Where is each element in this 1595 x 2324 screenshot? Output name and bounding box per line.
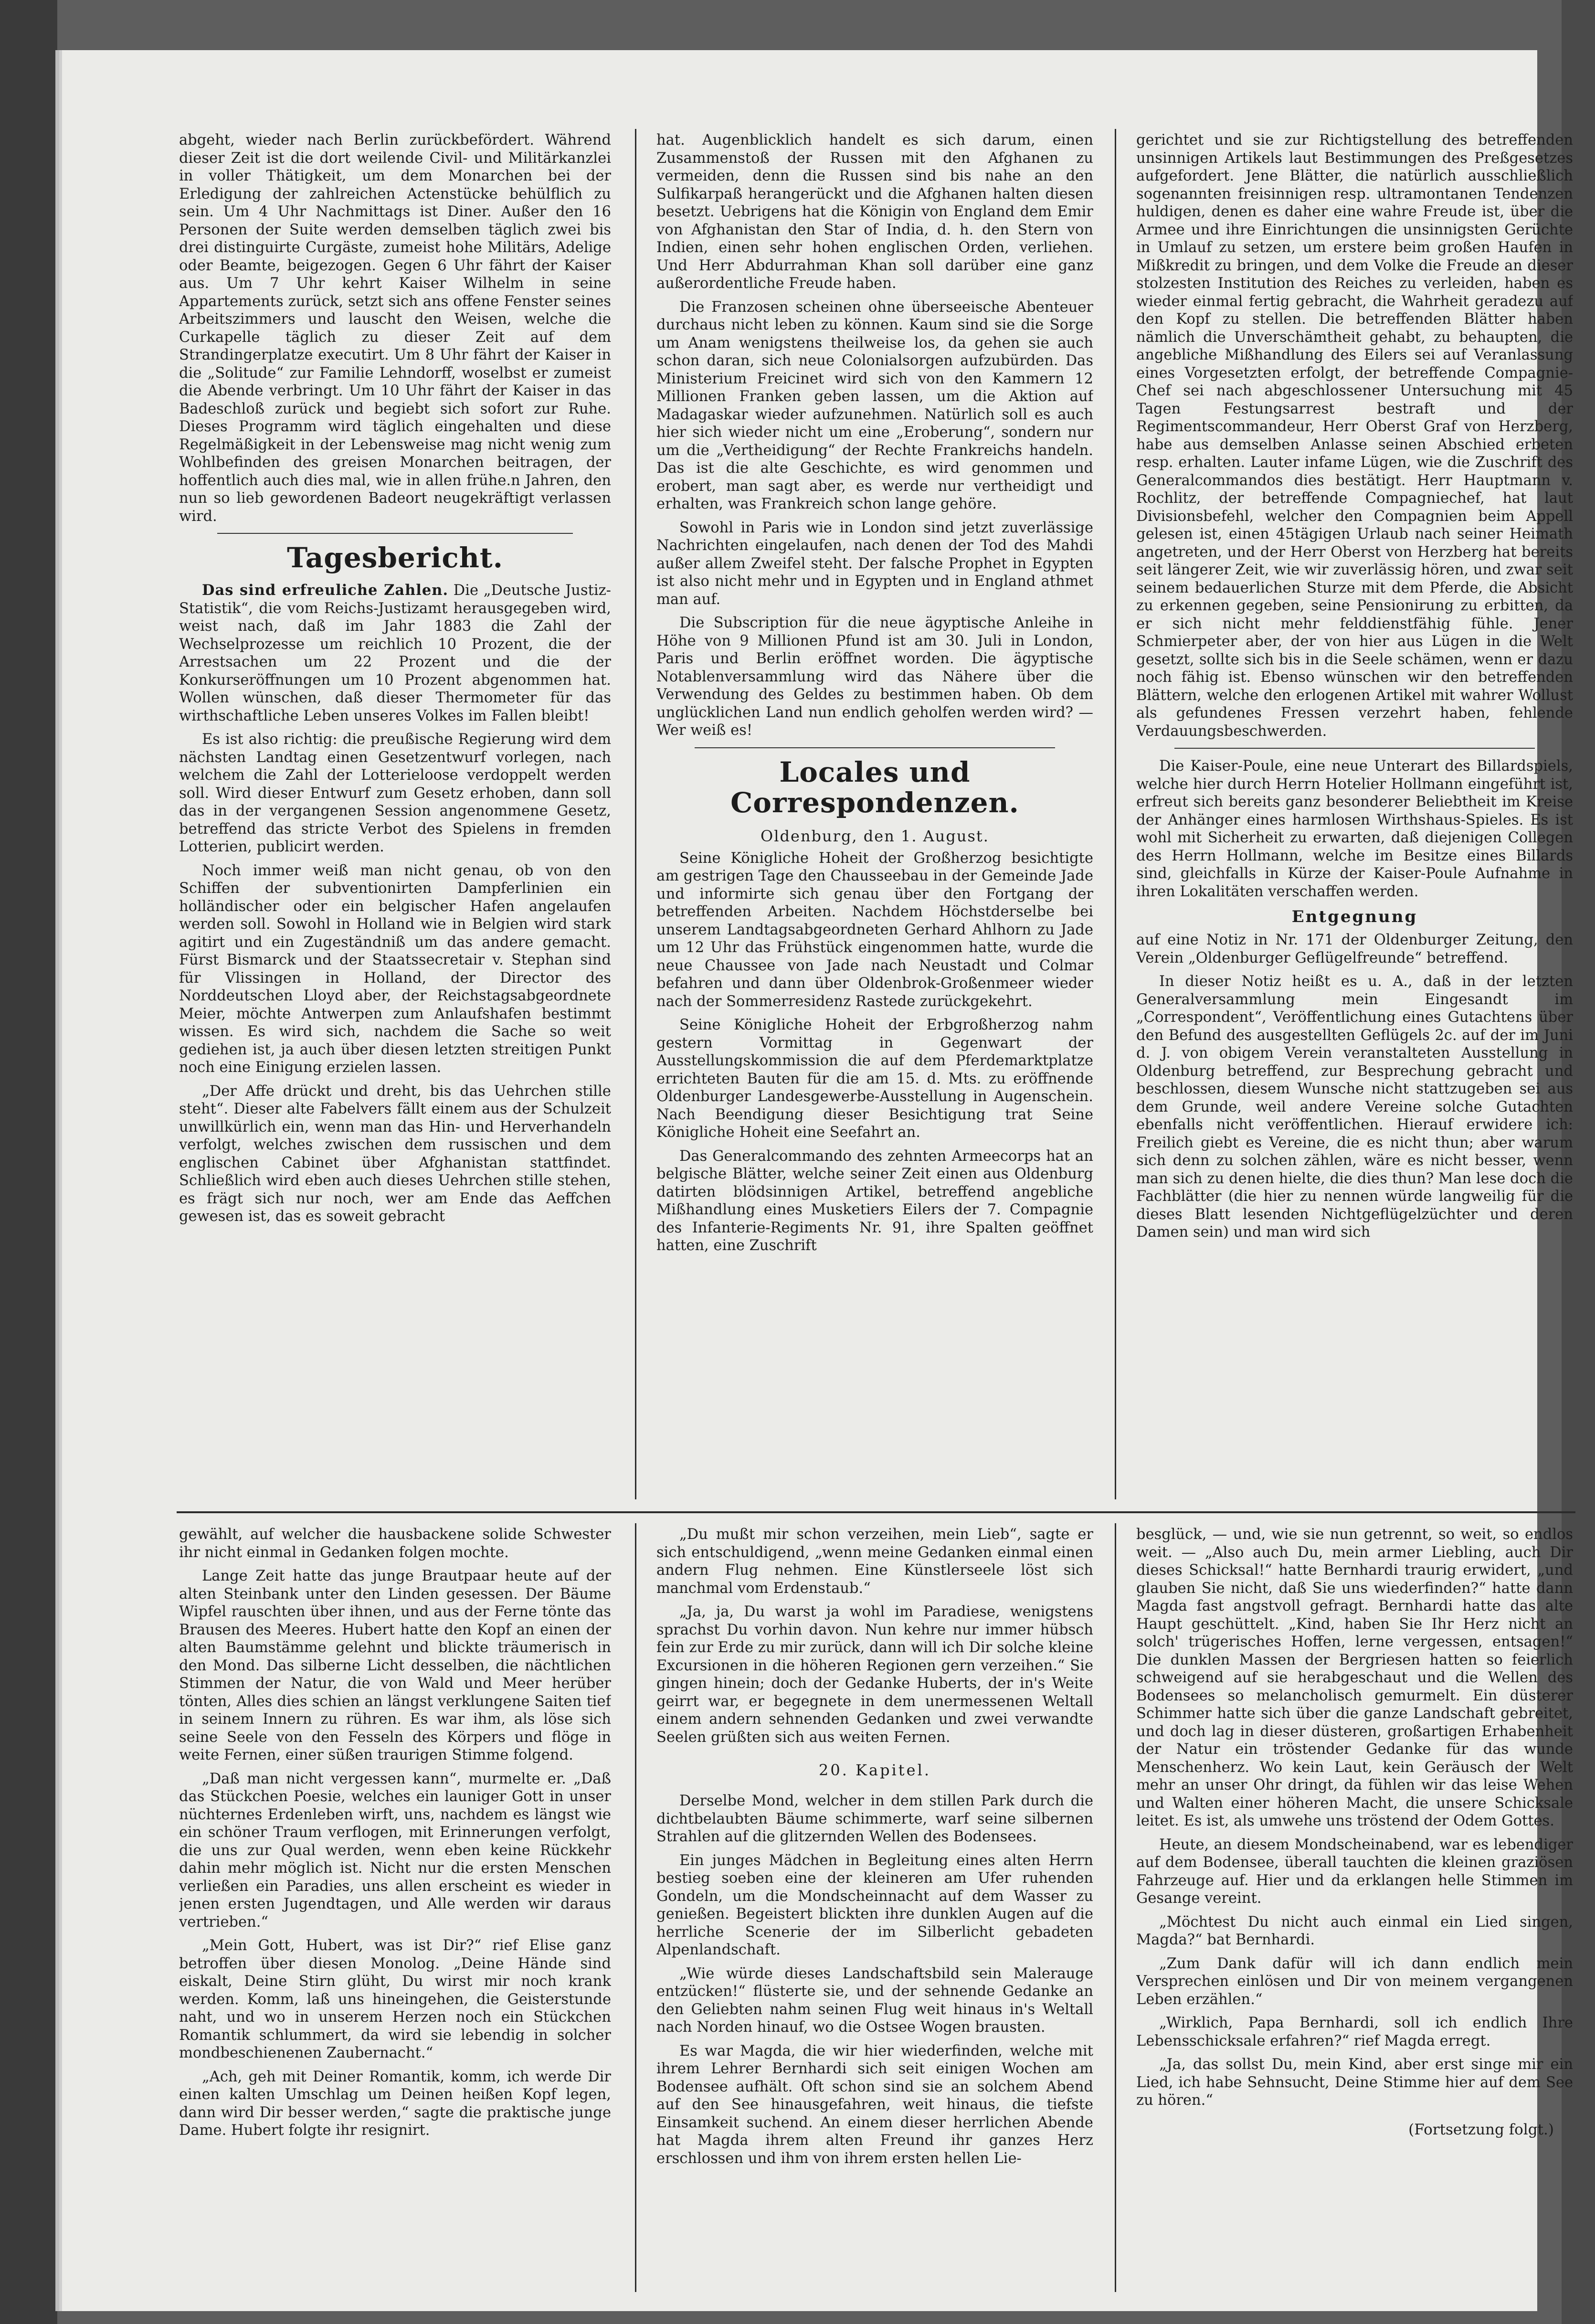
article-lead: Das sind erfreuliche Zahlen.	[202, 582, 449, 599]
novel-text: „Daß man nicht vergessen kann“, murmelte er. „Daß das Stückchen Poesie, welches ein launiger Gott in unser nüchternes Erdenleben wirft, uns, nachdem es längst wie ein schöner Traum verflogen, mit Erinnerungen verfolgt, die uns zur Qual werden, wenn eben keine Rückkehr dahin mehr möglich ist. Nicht nur die ersten Menschen verließen ein Paradies, uns allen erscheint es wieder in jenen ersten Jugendtagen, und Alle werden wir daraus vertrieben.“	[179, 1770, 611, 1931]
novel-text: Derselbe Mond, welcher in dem stillen Park durch die dichtbelaubten Bäume schimmerte, warf seine silbernen Strahlen auf die glitzernden Wellen des Bodensees.	[656, 1793, 1093, 1845]
newspaper-page	[62, 50, 1573, 2311]
top-column-2	[656, 131, 1093, 1507]
novel-text: „Ja, das sollst Du, mein Kind, aber erst singe mir ein Lied, ich habe Sehnsucht, Deine Stimme hier auf dem See zu hören.“	[1136, 2056, 1573, 2109]
novel-text: gewählt, auf welcher die hausbackene solide Schwester ihr nicht einmal in Gedanken folgen mochte.	[179, 1526, 611, 1561]
article-text: In dieser Notiz heißt es u. A., daß in der letzten Generalversammlung mein Eingesandt im „Correspondent“, Veröffentlichung eines Gutachtens über den Befund des ausgestellten Geflügels 2c. auf der im Juni d. J. von obigem Verein veranstalteten Ausstellung in Oldenburg betreffend, zur Besprechung gebracht und beschlossen, diesem Wunsche nicht stattzugeben sei aus dem Grunde, weil andere Vereine solche Gutachten ebenfalls nicht veröffentlichen. Hierauf erwidere ich: Freilich giebt es Vereine, die es nicht thun; aber warum sich denn zu solchen zählen, wäre es nicht besser, wenn man sich zu denen hielte, die dies thun? Man lese doch die Fachblätter (die hier zu nennen würde langweilig für die dieses Blatt lesenden Nichtgeflügelzüchter und deren Damen sein) und man wird sich	[1136, 973, 1573, 1241]
article-text: „Der Affe drückt und dreht, bis das Uehrchen stille steht“. Dieser alte Fabelvers fällt einem aus der Schulzeit unwillkürlich ein, wenn man das Hin- und Herverhandeln verfolgt, welches zwischen dem russischen und dem englischen Cabinet über Afghanistan stattfindet. Schließlich wird eben auch dieses Uehrchen stille stehen, es frägt sich nur noch, wer am Ende das Aeffchen gewesen ist, das es soweit gebracht	[179, 1082, 611, 1225]
section-heading: Tagesbericht.	[287, 541, 503, 574]
feuilleton-rule	[177, 1511, 1575, 1513]
article-text: auf eine Notiz in Nr. 171 der Oldenburger Zeitung, den Verein „Oldenburger Geflügelfreunde“ betreffend.	[1136, 932, 1573, 966]
novel-text: besglück, — und, wie sie nun getrennt, so weit, so endlos weit. — „Also auch Du, mein armer Liebling, auch Dir dieses Schicksal!“ hatte Bernhardi traurig erwidert, „und glauben Sie nicht, daß Sie uns wiederfinden?“ hatte dann Magda fast angstvoll gefragt. Bernhardi hatte das alte Haupt geschüttelt. „Kind, haben Sie Ihr Herz nicht an solch' trügerisches Hoffen, lerne vergessen, entsagen!“ Die dunklen Massen der Bergriesen hatten so feierlich schweigend auf sie herabgeschaut und die Wellen des Bodensees so melancholisch gemurmelt. Ein düsterer Schimmer hatte sich über die ganze Landschaft gebreitet, und doch lag in dieser düsteren, großartigen Erhabenheit der Natur ein tröstender Gedanke für das wunde Menschenherz. Wo kein Laut, kein Geräusch der Welt mehr an unser Ohr dringt, da fühlen wir das leise Wehen und Walten einer höheren Macht, die unsere Schicksale leitet. Es ist, als umwehe uns tröstend der Odem Gottes.	[1136, 1526, 1573, 1829]
article-text: abgeht, wieder nach Berlin zurückbefördert. Während dieser Zeit ist die dort weilende Civil- und Militärkanzlei in voller Thätigkeit, um dem Monarchen bei der Erledigung der zahlreichen Actenstücke behülflich zu sein. Um 4 Uhr Nachmittags ist Diner. Außer den 16 Personen der Suite werden demselben täglich zwei bis drei distinguirte Curgäste, zumeist hohe Militärs, Adelige oder Beamte, beigezogen. Gegen 6 Uhr fährt der Kaiser aus. Um 7 Uhr kehrt Kaiser Wilhelm in seine Appartements zurück, setzt sich ans offene Fenster seines Arbeitszimmers und lauscht den Weisen, welche die Curkapelle täglich zu dieser Zeit auf dem Strandingerplatze executirt. Um 8 Uhr fährt der Kaiser in die „Solitude“ zur Familie Lehndorff, woselbst er zumeist die Abende verbringt. Um 10 Uhr fährt der Kaiser in das Badeschloß zurück und begiebt sich sofort zur Ruhe. Dieses Programm wird täglich eingehalten und diese Regelmäßigkeit in der Lebensweise mag nicht wenig zum Wohlbefinden des greisen Monarchen beitragen, der hoffentlich auch dies mal, wie in allen frühe.n Jahren, den nun so lieb gewordenen Badeort neugekräftigt verlassen wird.	[179, 132, 611, 525]
novel-text: Lange Zeit hatte das junge Brautpaar heute auf der alten Steinbank unter den Linden gesessen. Der Bäume Wipfel rauschten über ihnen, und aus der Ferne tönte das Brausen des Meeres. Hubert hatte den Kopf an einen der alten Baumstämme gelehnt und blickte träumerisch in den Mond. Das silberne Licht desselben, die nächtlichen Stimmen der Natur, die von Wald und Meer herüber tönten, Alles dies schien an längst verklungene Saiten tief in seinem Innern zu rühren. Es war ihm, als löse sich seine Seele von den Fesseln des Körpers und flöge in weite Fernen, einer süßen traurigen Stimme folgend.	[179, 1568, 611, 1763]
novel-text: „Mein Gott, Hubert, was ist Dir?“ rief Elise ganz betroffen über diesen Monolog. „Deine Hände sind eiskalt, Deine Stirn glüht, Du wirst mir noch krank werden. Komm, laß uns hineingehen, die Geisterstunde naht, und wo in unserem Herzen noch ein Stückchen Romantik schlummert, da wird sie lebendig in solcher mondbeschienenen Zaubernacht.“	[179, 1937, 611, 2061]
top-column-1	[179, 131, 611, 1507]
bottom-column-1	[179, 1526, 611, 2299]
novel-text: „Ach, geh mit Deiner Romantik, komm, ich werde Dir einen kalten Umschlag um Deinen heißen Kopf legen, dann wird Dir besser werden,“ sagte die praktische junge Dame. Hubert folgte ihr resignirt.	[179, 2068, 611, 2139]
article-heading: Entgegnung	[1291, 907, 1418, 926]
column-rule	[1115, 129, 1116, 1499]
continuation-note: (Fortsetzung folgt.)	[1408, 2121, 1554, 2138]
chapter-heading: 20. Kapitel.	[819, 1761, 931, 1779]
novel-text: „Du mußt mir schon verzeihen, mein Lieb“, sagte er sich entschuldigend, „wenn meine Gedanken einmal einen andern Flug nehmen. Eine Künstlerseele löst sich manchmal vom Erdenstaub.“	[656, 1526, 1093, 1597]
bottom-column-3	[1136, 1526, 1573, 2299]
article-text: Es ist also richtig: die preußische Regierung wird dem nächsten Landtag einen Gesetzentwurf vorlegen, nach welchem die Zahl der Lotterieloose verdoppelt werden soll. Wird dieser Entwurf zum Gesetz erhoben, dann soll das in der vergangenen Session angenommene Gesetz, betreffend das stricte Verbot des Spielens in fremden Lotterien, publicirt werden.	[179, 731, 611, 855]
scan-edge-left	[0, 0, 57, 2324]
top-column-3	[1136, 131, 1573, 1507]
novel-text: Heute, an diesem Mondscheinabend, war es lebendiger auf dem Bodensee, überall tauchten die kleinen graziösen Fahrzeuge auf. Hier und da erklangen helle Stimmen im Gesange vereint.	[1136, 1836, 1573, 1907]
article-text: Das Generalcommando des zehnten Armeecorps hat an belgische Blätter, welche seiner Zeit einen aus Oldenburg datirten blödsinnigen Artikel, betreffend angebliche Mißhandlung eines Musketiers Eilers der 7. Compagnie des Infanterie-Regiments Nr. 91, ihre Spalten geöffnet hatten, eine Zuschrift	[656, 1147, 1093, 1254]
article-text: Die Subscription für die neue ägyptische Anleihe in Höhe von 9 Millionen Pfund ist am 30. Juli in London, Paris und Berlin eröffnet worden. Die ägyptische Notablenversammlung wird das Nähere über die Verwendung des Geldes zu bestimmen haben. Ob dem unglücklichen Land nun endlich geholfen werden wird? — Wer weiß es!	[656, 615, 1093, 739]
article-text: hat. Augenblicklich handelt es sich darum, einen Zusammenstoß der Russen mit den Afghanen zu vermeiden, denn die Russen sind bis nahe an den Sulfikarpaß herangerückt und die Afghanen halten diesen besetzt. Uebrigens hat die Königin von England dem Emir von Afghanistan den Star of India, d. h. den Stern von Indien, einen sehr hohen englischen Orden, verliehen. Und Herr Abdurrahman Khan soll darüber eine ganz außerordentliche Freude haben.	[656, 132, 1093, 292]
article-text: Die Franzosen scheinen ohne überseeische Abenteuer durchaus nicht leben zu können. Kaum sind sie die Sorge um Anam wenigstens theilweise los, da gehen sie auch schon daran, sich neue Colonialsorgen aufzubürden. Das Ministerium Freicinet wird sich von den Kammern 12 Millionen Franken geben lassen, um die Aktion auf Madagaskar wieder aufzunehmen. Natürlich soll es auch hier sich wieder nicht um eine „Eroberung“, sondern nur um die „Vertheidigung“ der Rechte Frankreichs handeln. Das ist die alte Geschichte, es wird genommen und erobert, man sagt aber, es werde nur vertheidigt und erhalten, was Frankreich schon lange gehöre.	[656, 298, 1093, 512]
article-text: Sowohl in Paris wie in London sind jetzt zuverlässige Nachrichten eingelaufen, nach denen der Tod des Mahdi außer allem Zweifel steht. Der falsche Prophet in Egypten ist also nicht mehr und in Egypten und in England athmet man auf.	[656, 519, 1093, 608]
novel-text: „Möchtest Du nicht auch einmal ein Lied singen, Magda?“ bat Bernhardi.	[1136, 1913, 1573, 1948]
bottom-column-2	[656, 1526, 1093, 2299]
column-rule	[1115, 1523, 1116, 2292]
novel-text: Es war Magda, die wir hier wiederfinden, welche mit ihrem Lehrer Bernhardi sich seit einigen Wochen am Bodensee aufhält. Oft schon sind sie an solchem Abend auf den See hinausgefahren, weit hinaus, die tiefste Einsamkeit suchend. An einem dieser herrlichen Abende hat Magda ihrem alten Freund ihr ganzes Herz erschlossen und ihm von ihrem ersten hellen Lie-	[656, 2042, 1093, 2167]
article-text: Seine Königliche Hoheit der Großherzog besichtigte am gestrigen Tage den Chausseebau in der Gemeinde Jade und informirte sich genau über den Fortgang der betreffenden Arbeiten. Nachdem Höchstderselbe bei unserem Landtagsabgeordneten Gerhard Ahlhorn zu Jade um 12 Uhr das Frühstück eingenommen hatte, wurde die neue Chaussee von Jade nach Neustadt und Colmar befahren und dann über Oldenbrok-Großenmeer wieder nach der Sommerresidenz Rastede zurückgekehrt.	[656, 849, 1093, 1010]
article-text: gerichtet und sie zur Richtigstellung des betreffenden unsinnigen Artikels laut Bestimmungen des Preßgesetzes aufgefordert. Jene Blätter, die natürlich ausschließlich sogenannten freisinnigen resp. ultramontanen Tendenzen huldigen, denen es daher eine wahre Freude ist, über die Armee und ihre Einrichtungen die unsinnigsten Gerüchte in Umlauf zu setzen, um erstere beim großen Haufen in Mißkredit zu bringen, und dem Volke die Freude an dieser stolzesten Institution des Reiches zu verleiden, haben es wieder einmal fertig gebracht, die Wahrheit geradezu auf den Kopf zu stellen. Die betreffenden Blätter haben nämlich die Unverschämtheit gehabt, zu behaupten, die angebliche Mißhandlung des Eilers sei auf Veranlassung eines Vorgesetzten erfolgt, der betreffende Compagnie-Chef sei nach abgeschlossener Untersuchung mit 45 Tagen Festungsarrest bestraft und der Regimentscommandeur, Herr Oberst Graf von Herzberg, habe aus demselben Anlasse seinen Abschied erbeten resp. erhalten. Lauter infame Lügen, wie die Zuschrift des Generalcommandos dies bestätigt. Herr Hauptmann v. Rochlitz, der betreffende Compagniechef, hat laut Divisionsbefehl, welcher den Compagnien beim Appell gelesen ist, einen 45tägigen Urlaub nach seiner Heimath angetreten, und der Herr Oberst von Herzberg hat bereits seit längerer Zeit, wie wir zuverlässig hören, und zwar seit seinem bedauerlichen Sturze mit dem Pferde, die Absicht zu erkennen gegeben, seine Pensionirung zu erbitten, da er sich nicht mehr felddienstfähig fühle. Jener Schmierpeter aber, der von hier aus Lügen in die Welt gesetzt, sollte sich bis in die Seele schämen, wenn er dazu noch fähig ist. Ebenso wünschen wir den betreffenden Blättern, welche den erlogenen Artikel mit wahrer Wollust als gefundenes Fressen verzehrt haben, fehlende Verdauungsbeschwerden.	[1136, 132, 1573, 740]
novel-text: Ein junges Mädchen in Begleitung eines alten Herrn bestieg soeben eine der kleineren am Ufer ruhenden Gondeln, um die Mondscheinnacht auf dem Wasser zu genießen. Begeistert blickten ihre dunklen Augen auf die herrliche Scenerie der im Silberlicht gebadeten Alpenlandschaft.	[656, 1852, 1093, 1958]
section-heading: Locales und Correspondenzen.	[730, 755, 1019, 819]
divider	[1174, 748, 1535, 749]
novel-text: „Zum Dank dafür will ich dann endlich mein Versprechen einlösen und Dir von meinem vergangenen Leben erzählen.“	[1136, 1955, 1573, 2008]
column-rule	[635, 129, 636, 1499]
dateline: Oldenburg, den 1. August.	[761, 827, 989, 845]
column-rule	[635, 1523, 636, 2292]
divider	[695, 747, 1055, 748]
article-text: Seine Königliche Hoheit der Erbgroßherzog nahm gestern Vormittag in Gegenwart der Ausstellungskommission die auf dem Pferdemarktplatze errichteten Bauten für die am 15. d. Mts. zu eröffnende Oldenburger Landesgewerbe-Ausstellung in Augenschein. Nach Beendigung dieser Besichtigung trat Seine Königliche Hoheit eine Seefahrt an.	[656, 1017, 1093, 1141]
divider	[217, 533, 573, 534]
article-text	[179, 582, 611, 725]
novel-text: „Wirklich, Papa Bernhardi, soll ich endlich Ihre Lebensschicksale erfahren?“ rief Magda erregt.	[1136, 2015, 1573, 2049]
novel-text: „Wie würde dieses Landschaftsbild sein Malerauge entzücken!“ flüsterte sie, und der sehnende Gedanke an den Geliebten nahm seinen Flug weit hinaus in's Weltall nach Norden hinauf, wo die Ostsee Wogen brausten.	[656, 1965, 1093, 2036]
article-text: Die Kaiser-Poule, eine neue Unterart des Billardspiels, welche hier durch Herrn Hotelier Hollmann eingeführt ist, erfreut sich bereits ganz besonderer Beliebtheit im Kreise der Anhänger eines harmlosen Wirthshaus-Spieles. Es ist wohl mit Sicherheit zu erwarten, daß diejenigen Collegen des Herrn Hollmann, welche im Besitze eines Billards sind, gleichfalls in Kürze der Kaiser-Poule Aufnahme in ihren Lokalitäten verschaffen werden.	[1136, 758, 1573, 900]
novel-text: „Ja, ja, Du warst ja wohl im Paradiese, wenigstens sprachst Du vorhin davon. Nun kehre nur immer hübsch fein zur Erde zu mir zurück, dann will ich Dir solche kleine Excursionen in die höheren Regionen gern verzeihen.“ Sie gingen hinein; doch der Gedanke Huberts, der in's Weite geirrt war, er begegnete in dem unermessenen Weltall einem andern sehnenden Gedanken und zwei verwandte Seelen grüßten sich aus weiten Fernen.	[656, 1603, 1093, 1746]
article-text: Noch immer weiß man nicht genau, ob von den Schiffen der subventionirten Dampferlinien ein holländischer oder ein belgischer Hafen angelaufen werden soll. Sowohl in Holland wie in Belgien wird stark agitirt und ein Zugeständniß um das andere gemacht. Fürst Bismarck und der Staatssecretair v. Stephan sind für Vlissingen in Holland, der Director des Norddeutschen Lloyd aber, der Reichstagsabgeordnete Meier, möchte Antwerpen zum Anlaufshafen bestimmt wissen. Es wird sich, nachdem die Sache so weit gediehen ist, ja auch über diesen letzten streitigen Punkt noch eine Einigung erzielen lassen.	[179, 862, 611, 1076]
article-body: Die „Deutsche Justiz-Statistik“, die vom Reichs-Justizamt herausgegeben wird, weist nach, daß im Jahr 1883 die Zahl der Wechselprozesse um reichlich 10 Prozent, die der Arrestsachen um 22 Prozent und die der Konkurseröffnungen um 10 Prozent abgenommen hat. Wollen wünschen, daß dieser Thermometer für das wirthschaftliche Leben unseres Volkes im Fallen bleibt!	[179, 582, 611, 724]
